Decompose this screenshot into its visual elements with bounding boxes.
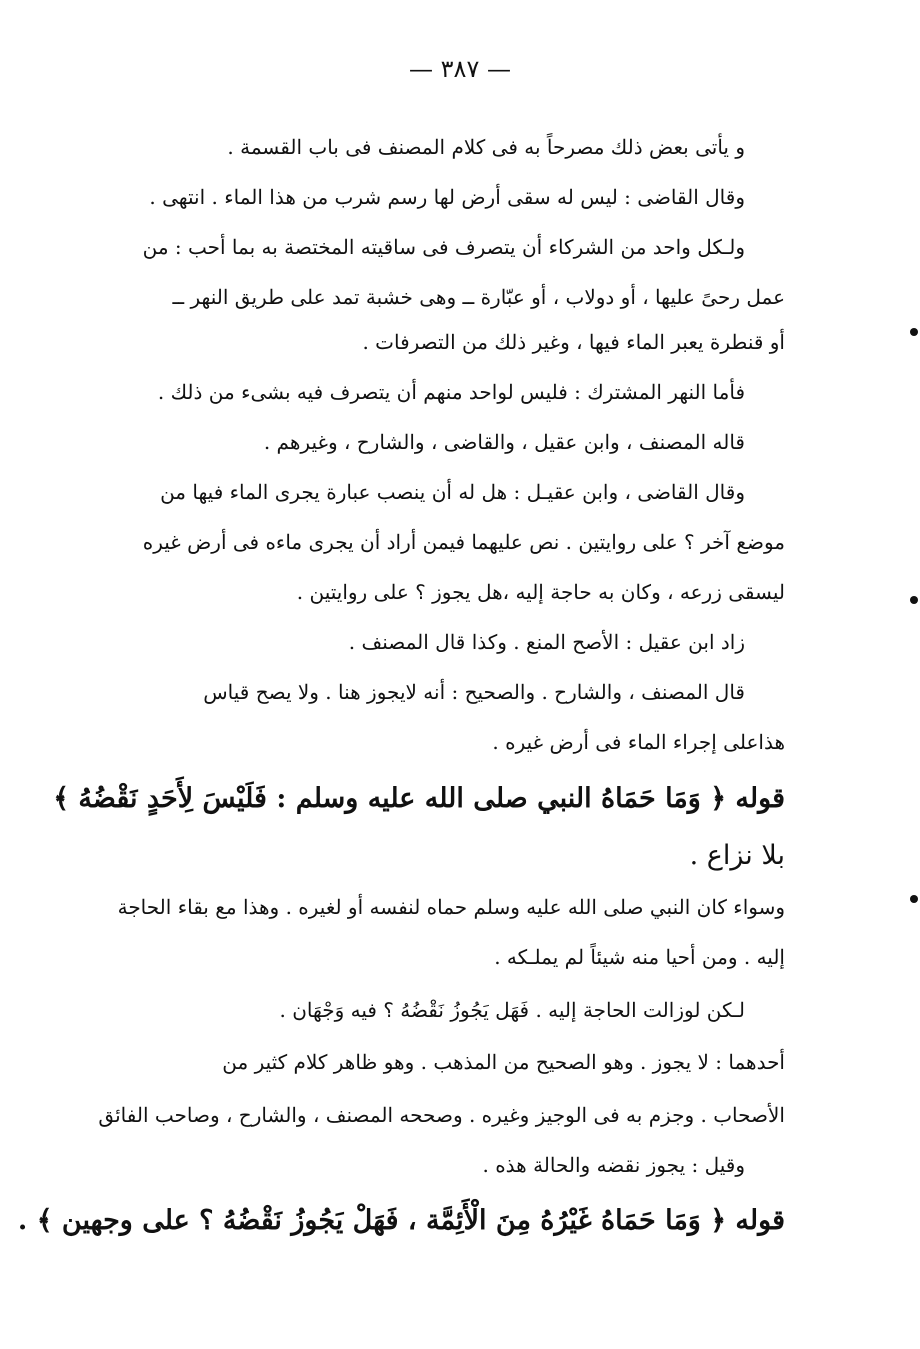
- text-line: هذاعلى إجراء الماء فى أرض غيره .: [492, 730, 785, 754]
- text-line: بلا نزاع .: [689, 840, 785, 871]
- quoted-statement: قوله ﴿ وَمَا حَمَاهُ غَيْرُهُ مِنَ الْأَئِمَّة ، فَهَلْ يَجُوزُ نَقْضُهُ ؟ على وجهين ﴾ .: [17, 1205, 785, 1236]
- text-line: إليه . ومن أحيا منه شيئاً لم يملـكه .: [494, 945, 785, 969]
- text-line: قال المصنف ، والشارح . والصحيح : أنه لايجوز هنا . ولا يصح قياس: [203, 680, 745, 704]
- text-line: أو قنطرة يعبر الماء فيها ، وغير ذلك من التصرفات .: [362, 330, 785, 354]
- text-line: الأصحاب . وجزم به فى الوجيز وغيره . وصححه المصنف ، والشارح ، وصاحب الفائق: [98, 1103, 785, 1127]
- margin-mark: [910, 596, 918, 604]
- text-line: وسواء كان النبي صلى الله عليه وسلم حماه لنفسه أو لغيره . وهذا مع بقاء الحاجة: [117, 895, 785, 919]
- text-line: لـكن لوزالت الحاجة إليه . فَهَل يَجُوزُ نَقْضُهُ ؟ فيه وَجْهَان .: [279, 998, 745, 1022]
- text-line: عمل رحىً عليها ، أو دولاب ، أو عبّارة ــ وهى خشبة تمد على طريق النهر ــ: [172, 285, 785, 309]
- text-line: ولـكل واحد من الشركاء أن يتصرف فى ساقيته المختصة به بما أحب : من: [142, 235, 745, 259]
- quoted-statement: قوله ﴿ وَمَا حَمَاهُ النبي صلى الله عليه وسلم : فَلَيْسَ لِأَحَدٍ نَقْضُهُ ﴾: [53, 783, 785, 814]
- text-line: و يأتى بعض ذلك مصرحاً به فى كلام المصنف فى باب القسمة .: [227, 135, 745, 159]
- text-line: وقيل : يجوز نقضه والحالة هذه .: [482, 1153, 745, 1177]
- margin-mark: [910, 328, 918, 336]
- text-line: زاد ابن عقيل : الأصح المنع . وكذا قال المصنف .: [348, 630, 745, 654]
- text-line: فأما النهر المشترك : فليس لواحد منهم أن يتصرف فيه بشىء من ذلك .: [157, 380, 745, 404]
- text-line: وقال القاضى : ليس له سقى أرض لها رسم شرب من هذا الماء . انتهى .: [149, 185, 745, 209]
- text-line: وقال القاضى ، وابن عقيـل : هل له أن ينصب عبارة يجرى الماء فيها من: [160, 480, 745, 504]
- text-line: ليسقى زرعه ، وكان به حاجة إليه ،هل يجوز ؟ على روايتين .: [296, 580, 785, 604]
- text-line: موضع آخر ؟ على روايتين . نص عليهما فيمن أراد أن يجرى ماءه فى أرض غيره: [142, 530, 785, 554]
- text-line: أحدهما : لا يجوز . وهو الصحيح من المذهب . وهو ظاهر كلام كثير من: [222, 1050, 785, 1074]
- page-number: — ٣٨٧ —: [409, 55, 511, 83]
- text-line: قاله المصنف ، وابن عقيل ، والقاضى ، والشارح ، وغيرهم .: [263, 430, 745, 454]
- margin-mark: [910, 895, 918, 903]
